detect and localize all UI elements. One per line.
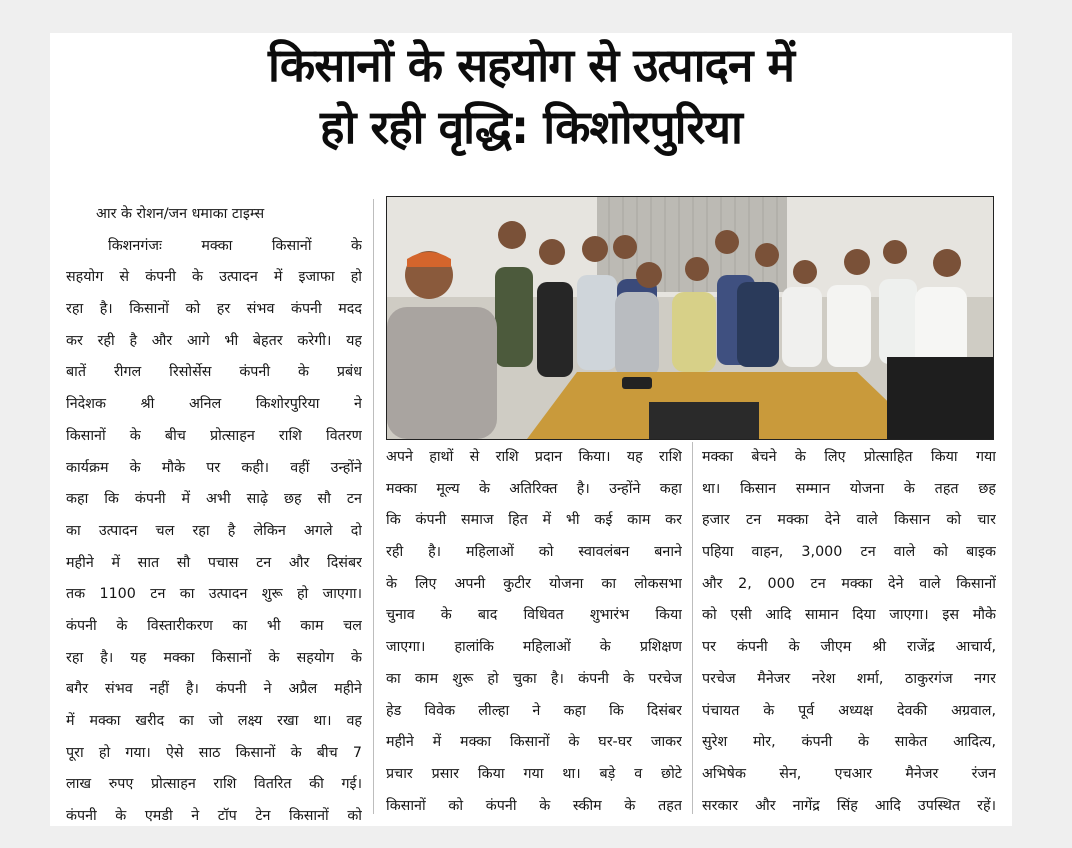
column-3-line: पंचायत के पूर्व अध्यक्ष देवकी अग्रवाल, bbox=[702, 702, 996, 719]
column-1-line: सहयोग से कंपनी के उत्पादन में इजाफा हो bbox=[66, 269, 362, 286]
column-2-line: हेड विवेक लील्हा ने कहा कि दिसंबर bbox=[386, 702, 682, 719]
column-3-line: हजार टन मक्का देने वाले किसान को चार bbox=[702, 512, 996, 529]
column-1-line: रहा है। यह मक्का किसानों के सहयोग के bbox=[66, 649, 362, 666]
column-3-line: अभिषेक सेन, एचआर मैनेजर रंजन bbox=[702, 765, 996, 782]
column-1-line: कंपनी के एमडी ने टॉप टेन किसानों को bbox=[66, 808, 362, 825]
column-1-line: महीने में सात सौ पचास टन और दिसंबर bbox=[66, 554, 362, 571]
laptop bbox=[649, 402, 759, 439]
headline-line-2: हो रही वृद्धि: किशोरपुरिया bbox=[320, 100, 742, 154]
column-1-line: लाख रुपए प्रोत्साहन राशि वितरित की गई। bbox=[66, 776, 362, 793]
column-3-line: सरकार और नागेंद्र सिंह आदि उपस्थित रहें। bbox=[702, 797, 996, 814]
article-column-2 bbox=[386, 442, 682, 822]
column-1-line: तक 1100 टन का उत्पादन शुरू हो जाएगा। bbox=[66, 586, 362, 603]
column-1-line: कर रही है और आगे भी बेहतर करेगी। यह bbox=[66, 332, 362, 349]
column-3-line: और 2, 000 टन मक्का देने वाले किसानों bbox=[702, 575, 996, 592]
column-1-line: बगैर संभव नहीं है। कंपनी ने अप्रैल महीने bbox=[66, 681, 362, 698]
newspaper-clipping bbox=[50, 33, 1012, 826]
column-3-line: सुरेश मोर, कंपनी के साकेत आदित्य, bbox=[702, 734, 996, 751]
column-3-line: पर कंपनी के जीएम श्री राजेंद्र आचार्य, bbox=[702, 639, 996, 656]
column-3-line: मक्का बेचने के लिए प्रोत्साहित किया गया bbox=[702, 449, 996, 465]
office-chair bbox=[887, 357, 993, 439]
column-1-line: रहा है। किसानों को हर संभव कंपनी मदद bbox=[66, 301, 362, 318]
headline-line-1: किसानों के सहयोग से उत्पादन में bbox=[268, 38, 794, 92]
column-1-line: कार्यक्रम के मौके पर कही। वहीं उन्होंने bbox=[66, 459, 362, 476]
column-1-line: किशनगंजः मक्का किसानों के bbox=[108, 237, 362, 254]
article-column-3 bbox=[702, 442, 996, 822]
column-2-line: कि कंपनी समाज हित में भी कई काम कर bbox=[386, 512, 682, 529]
column-1-line: में मक्का खरीद का जो लक्ष्य रखा था। वह bbox=[66, 713, 362, 729]
column-2-line: महीने में मक्का किसानों के घर-घर जाकर bbox=[386, 734, 682, 751]
column-2-line: का काम शुरू हो चुका है। कंपनी के परचेज bbox=[386, 670, 682, 687]
column-3-line: पहिया वाहन, 3,000 टन वाले को बाइक bbox=[702, 544, 996, 561]
group-photo-illustration bbox=[387, 197, 993, 439]
article-column-1 bbox=[66, 199, 362, 833]
column-1-line: किसानों के बीच प्रोत्साहन राशि वितरण bbox=[66, 427, 362, 444]
column-1-line: कहा कि कंपनी में अभी साढ़े छह सौ टन bbox=[66, 491, 362, 508]
column-1-line: बातें रीगल रिसोर्सेस कंपनी के प्रबंध bbox=[66, 364, 362, 381]
column-divider bbox=[692, 442, 693, 814]
byline: आर के रोशन/जन धमाका टाइम्स bbox=[96, 206, 265, 222]
column-3-line: को एसी आदि सामान दिया जाएगा। इस मौके bbox=[702, 607, 996, 624]
column-1-line: निदेशक श्री अनिल किशोरपुरिया ने bbox=[66, 396, 362, 413]
column-1-line: पूरा हो गया। ऐसे साठ किसानों के बीच 7 bbox=[66, 744, 362, 761]
column-2-line: अपने हाथों से राशि प्रदान किया। यह राशि bbox=[386, 449, 682, 465]
column-1-line: कंपनी के विस्तारीकरण का भी काम चल bbox=[66, 617, 362, 634]
news-photo bbox=[386, 196, 994, 440]
column-2-line: चुनाव के बाद विधिवत शुभारंभ किया bbox=[386, 607, 682, 624]
column-2-line: प्रचार प्रसार किया गया था। बड़े व छोटे bbox=[386, 765, 682, 782]
column-2-line: किसानों को कंपनी के स्कीम के तहत bbox=[386, 797, 682, 814]
column-3-line: था। किसान सम्मान योजना के तहत छह bbox=[702, 480, 996, 497]
column-1-line: का उत्पादन चल रहा है लेकिन अगले दो bbox=[66, 522, 362, 539]
column-2-line: रही है। महिलाओं को स्वावलंबन बनाने bbox=[386, 544, 682, 561]
column-divider bbox=[373, 199, 374, 814]
column-2-line: जाएगा। हालांकि महिलाओं के प्रशिक्षण bbox=[386, 639, 682, 656]
column-2-line: के लिए अपनी कुटीर योजना का लोकसभा bbox=[386, 575, 682, 592]
column-2-line: मक्का मूल्य के अतिरिक्त है। उन्होंने कहा bbox=[386, 480, 682, 497]
column-3-line: परचेज मैनेजर नरेश शर्मा, ठाकुरगंज नगर bbox=[702, 670, 996, 687]
